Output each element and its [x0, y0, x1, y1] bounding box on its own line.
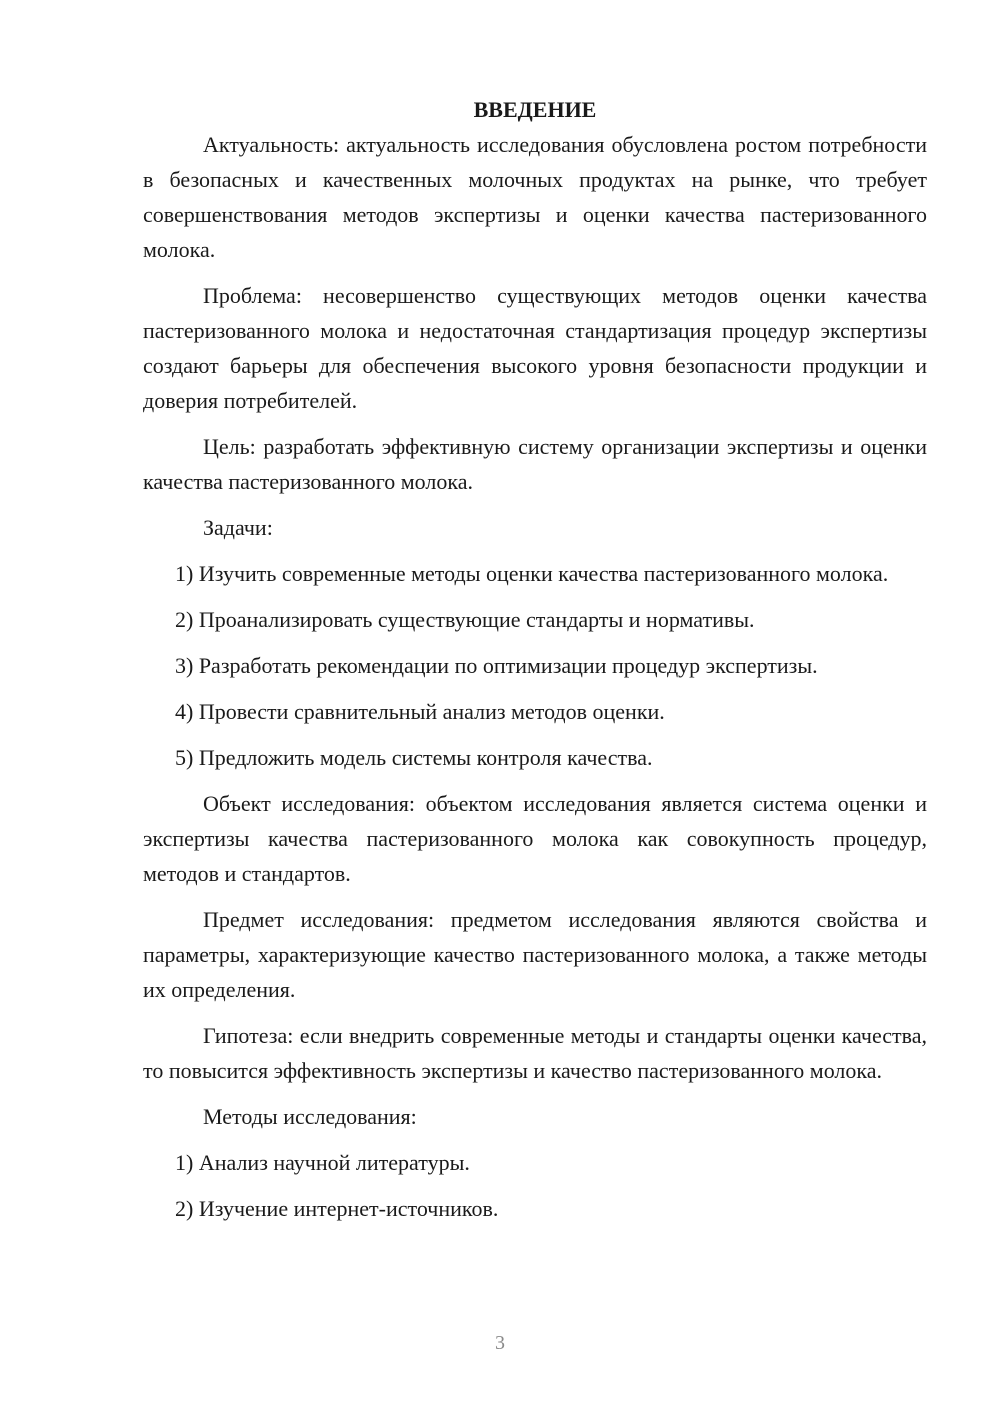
task-item-3: 3) Разработать рекомендации по оптимизации процедур экспертизы.	[175, 653, 818, 678]
page-number: 3	[495, 1332, 505, 1354]
document-page	[143, 92, 927, 1226]
task-item-4: 4) Провести сравнительный анализ методов оценки.	[175, 699, 665, 724]
task-item-1: 1) Изучить современные методы оценки качества пастеризованного молока.	[175, 561, 889, 586]
problem-paragraph: Проблема: несовершенство существующих методов оценки качества пастеризованного молока и недостаточная стандартизация процедур экспертизы создают барьеры для обеспечения высокого уровня безопасности продукции и доверия потребителей.	[143, 283, 927, 413]
hypothesis-paragraph: Гипотеза: если внедрить современные методы и стандарты оценки качества, то повысится эффективность экспертизы и качество пастеризованного молока.	[143, 1023, 927, 1083]
task-item-5: 5) Предложить модель системы контроля качества.	[175, 745, 653, 770]
tasks-label: Задачи:	[203, 515, 273, 540]
relevance-paragraph: Актуальность: актуальность исследования обусловлена ростом потребности в безопасных и качественных молочных продуктах на рынке, что требует совершенствования методов экспертизы и оценки качества пастеризованного молока.	[143, 132, 927, 262]
task-item-2: 2) Проанализировать существующие стандарты и нормативы.	[175, 607, 755, 632]
subject-paragraph: Предмет исследования: предметом исследования являются свойства и параметры, характеризующие качество пастеризованного молока, а также методы их определения.	[143, 907, 927, 1002]
goal-paragraph: Цель: разработать эффективную систему организации экспертизы и оценки качества пастеризованного молока.	[143, 434, 927, 494]
section-heading: ВВЕДЕНИЕ	[473, 97, 597, 122]
object-paragraph: Объект исследования: объектом исследования является система оценки и экспертизы качества пастеризованного молока как совокупность процедур, методов и стандартов.	[143, 791, 927, 886]
method-item-1: 1) Анализ научной литературы.	[175, 1150, 470, 1175]
methods-label: Методы исследования:	[203, 1104, 417, 1129]
method-item-2: 2) Изучение интернет-источников.	[175, 1196, 499, 1221]
